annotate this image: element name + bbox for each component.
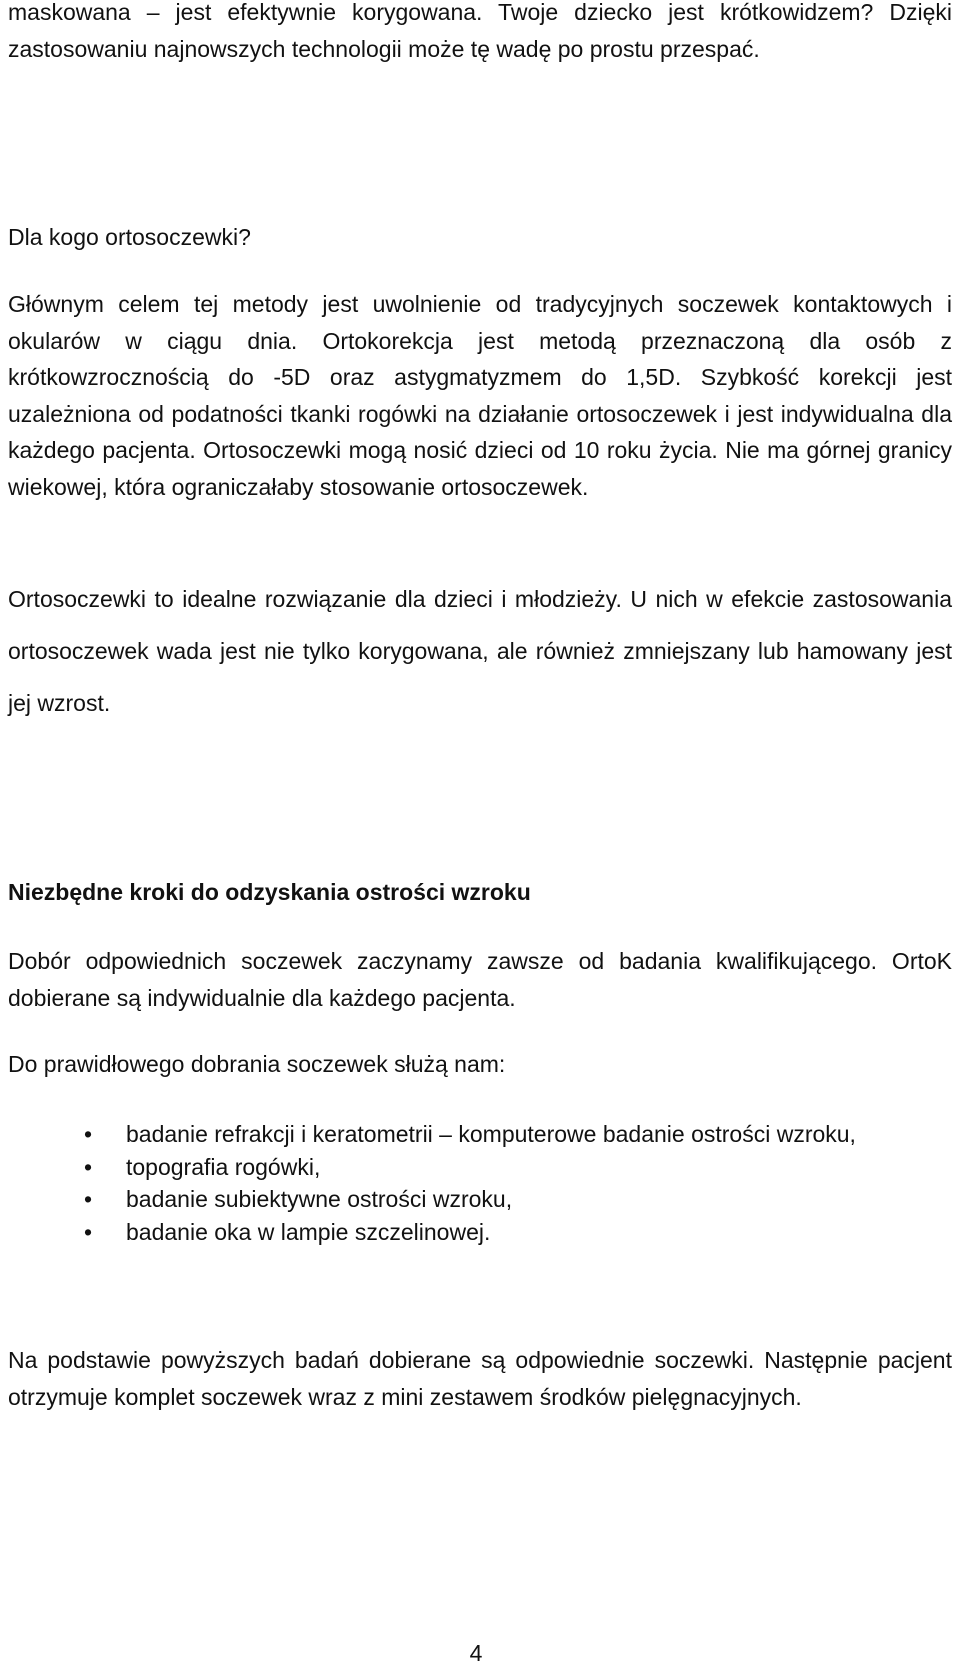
paragraph-ideal-solution: Ortosoczewki to idealne rozwiązanie dla dzieci i młodzieży. U nich w efekcie zastosowania ortosoczewek wada jest nie tylko korygowana, ale również zmniejszany lub hamowany jest jej wzrost. bbox=[8, 586, 952, 716]
exam-list bbox=[0, 1118, 952, 1248]
section-heading-who: Dla kogo ortosoczewki? bbox=[8, 224, 251, 250]
list-item bbox=[0, 1183, 952, 1216]
page-number: 4 bbox=[469, 1640, 483, 1666]
list-item-text: topografia rogówki, bbox=[126, 1153, 321, 1180]
bullet-icon: • bbox=[83, 1121, 93, 1147]
list-item bbox=[0, 1216, 952, 1249]
paragraph-method-description: Głównym celem tej metody jest uwolnienie od tradycyjnych soczewek kontaktowych i okularów w ciągu dnia. Ortokorekcja jest metodą przeznaczoną dla osób z krótkowzrocznością do -5D oraz astygmatyzmem do 1,5D. Szybkość korekcji jest uzależniona od podatności tkanki rogówki na działanie ortosoczewek i jest indywidualna dla każdego pacjenta. Ortosoczewki mogą nosić dzieci od 10 roku życia. Nie ma górnej granicy wiekowej, która ograniczałaby stosowanie ortosoczewek. bbox=[8, 291, 952, 500]
intro-paragraph: maskowana – jest efektywnie korygowana. Twoje dziecko jest krótkowidzem? Dzięki zastosowaniu najnowszych technologii może tę wadę po prostu przespać. bbox=[8, 0, 952, 62]
list-item bbox=[0, 1151, 952, 1184]
bullet-icon: • bbox=[83, 1218, 93, 1245]
bullet-icon: • bbox=[83, 1153, 93, 1180]
list-item bbox=[0, 1118, 952, 1151]
list-item-text: badanie oka w lampie szczelinowej. bbox=[126, 1218, 491, 1245]
list-item-text: badanie refrakcji i keratometrii – komputerowe badanie ostrości wzroku, bbox=[126, 1121, 856, 1147]
list-intro: Do prawidłowego dobrania soczewek służą nam: bbox=[8, 1051, 506, 1077]
paragraph-lens-selection: Dobór odpowiednich soczewek zaczynamy zawsze od badania kwalifikującego. OrtoK dobierane są indywidualnie dla każdego pacjenta. bbox=[8, 948, 952, 1011]
bullet-icon: • bbox=[83, 1186, 93, 1212]
list-item-text: badanie subiektywne ostrości wzroku, bbox=[126, 1186, 513, 1212]
closing-paragraph: Na podstawie powyższych badań dobierane są odpowiednie soczewki. Następnie pacjent otrzymuje komplet soczewek wraz z mini zestawem środków pielęgnacyjnych. bbox=[8, 1347, 952, 1410]
section-heading-steps: Niezbędne kroki do odzyskania ostrości wzroku bbox=[8, 879, 531, 905]
